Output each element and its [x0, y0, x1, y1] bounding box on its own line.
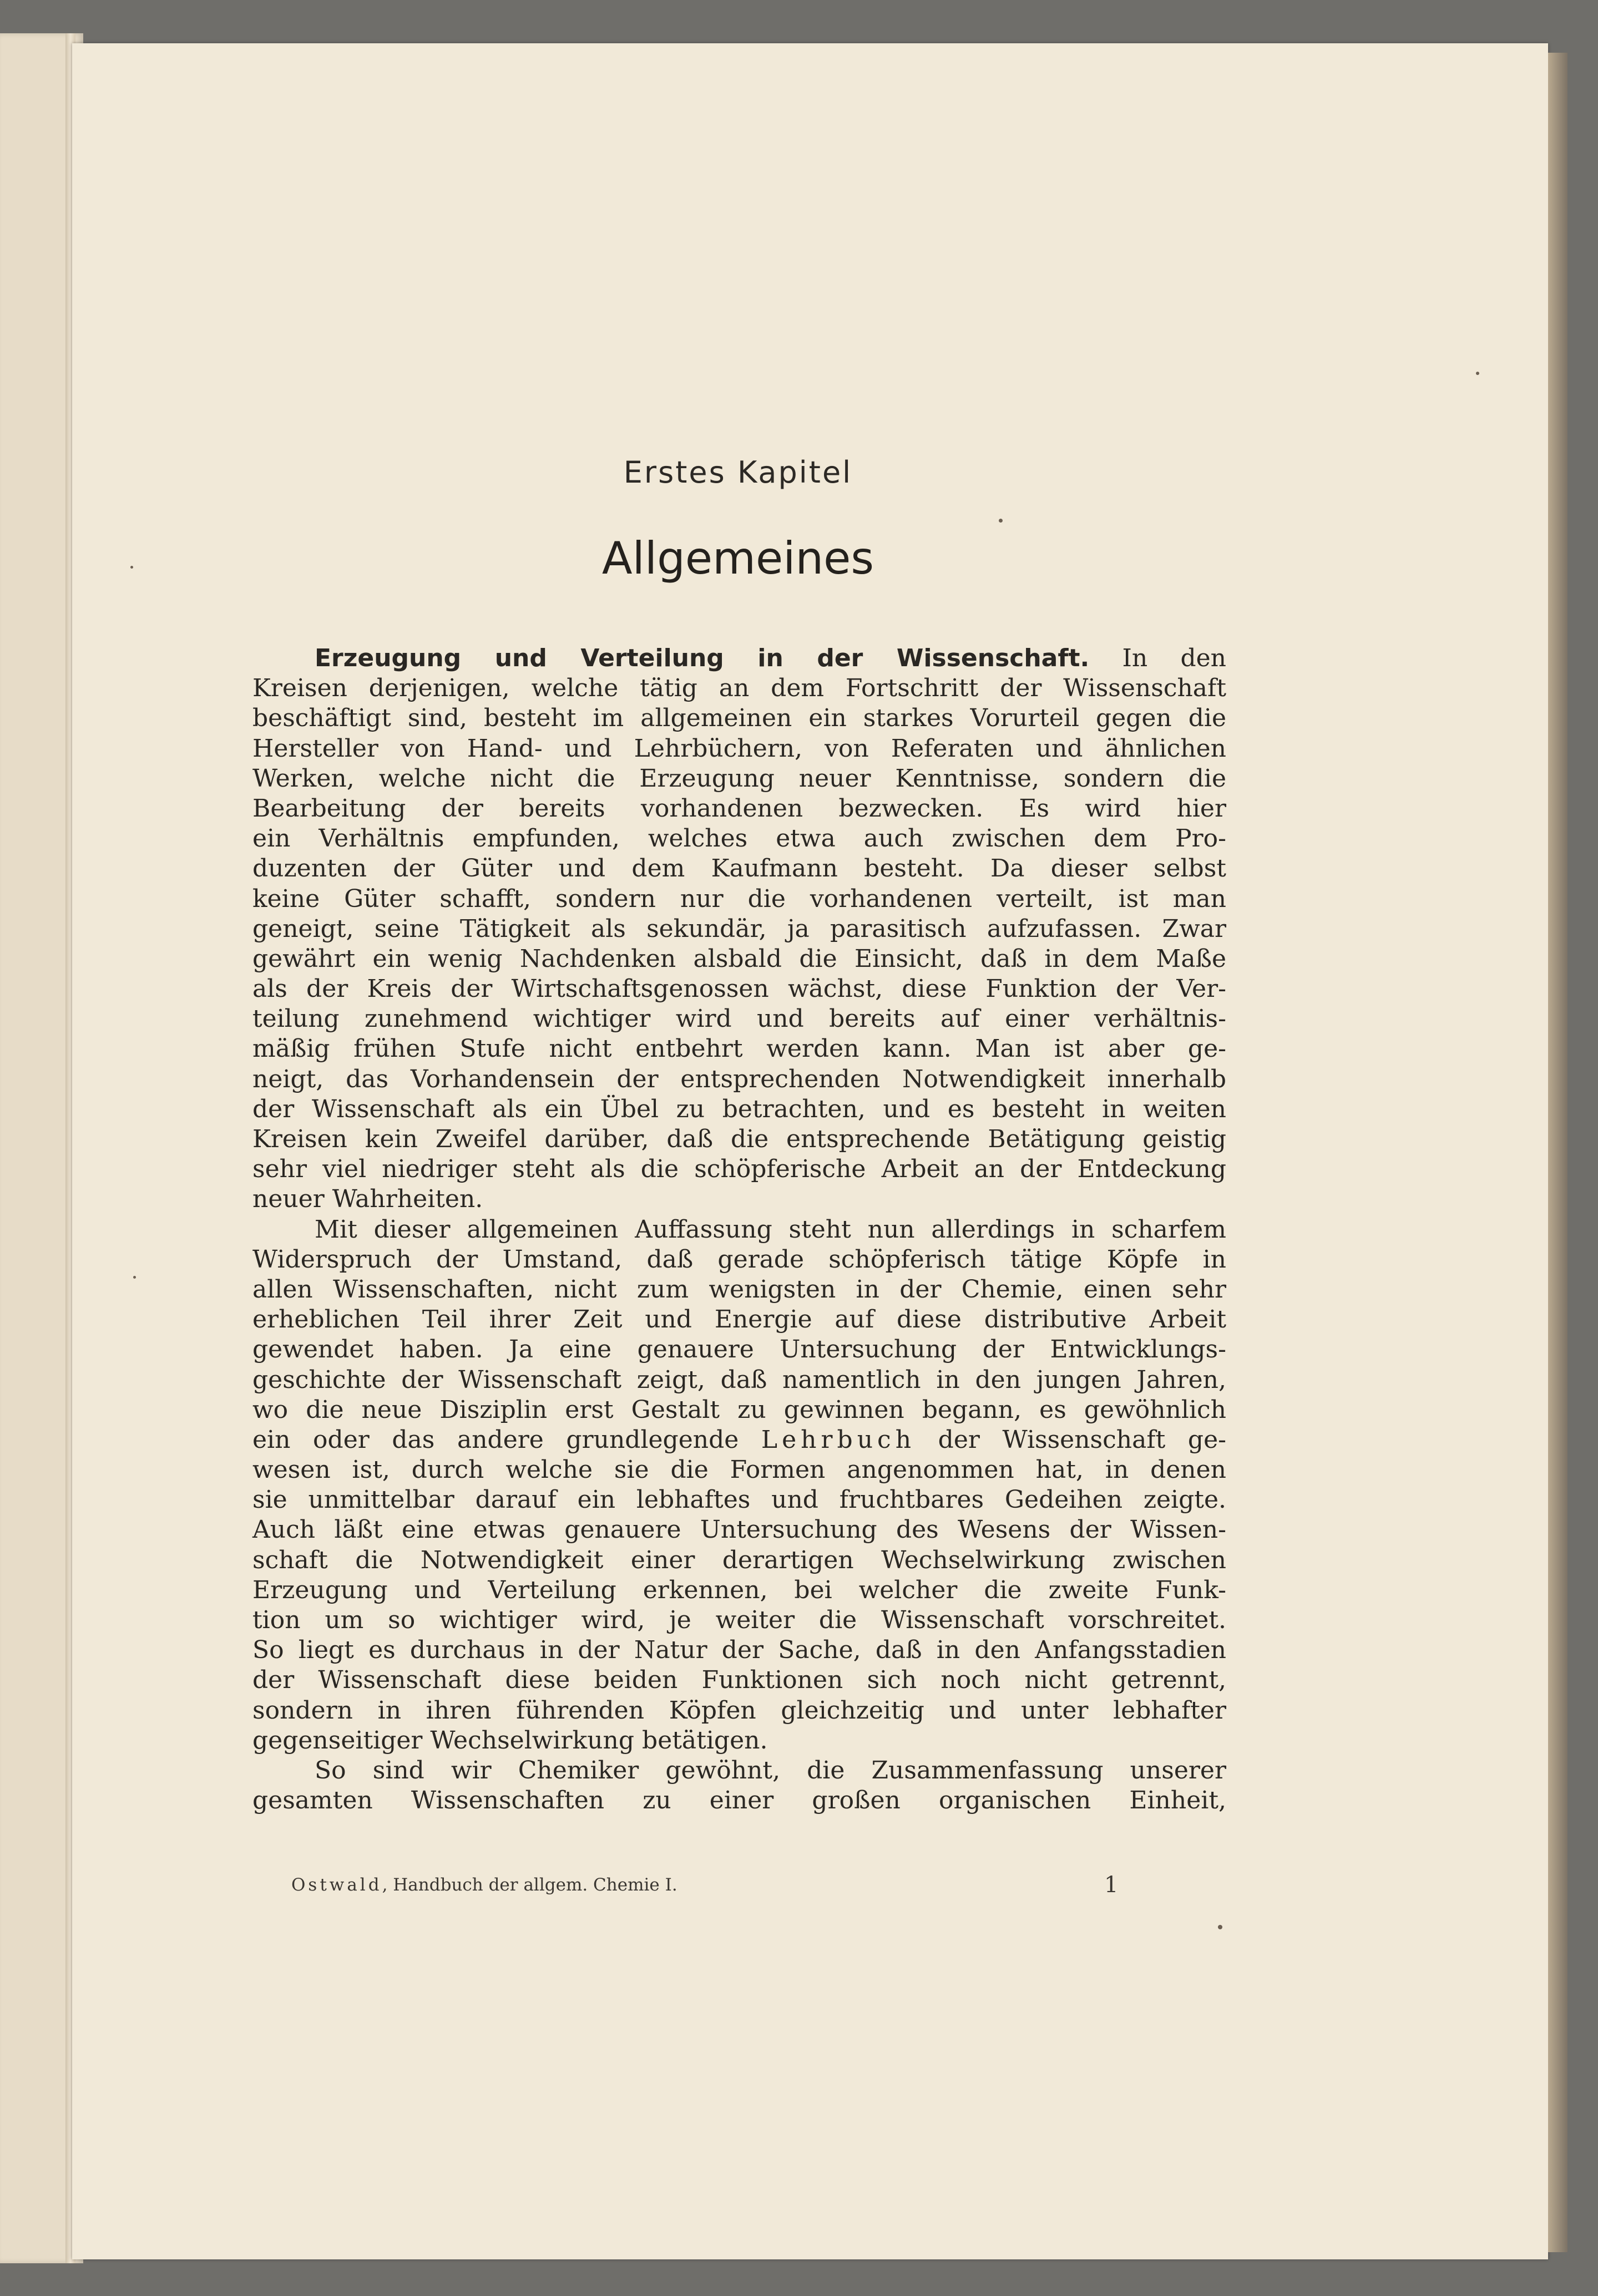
text-line: So sind wir Chemiker gewöhnt, die Zusammenfassung unserer: [315, 1756, 1226, 1785]
footer-author: Ostwald: [291, 1875, 382, 1895]
body-text: [252, 643, 1226, 1816]
chapter-title: Allgemeines: [601, 533, 874, 584]
text-line: tion um so wichtiger wird, je weiter die Wissenschaft vorschreitet.: [252, 1606, 1226, 1634]
text-line: der Wissenschaft diese beiden Funktionen sich noch nicht getrennt,: [252, 1666, 1226, 1695]
text-line: als der Kreis der Wirtschaftsgenossen wächst, diese Funktion der Ver-: [252, 975, 1226, 1003]
paper-speck: [1218, 1925, 1222, 1929]
text-line: der Wissenschaft als ein Übel zu betrachten, und es besteht in weiten: [252, 1094, 1226, 1123]
text-line: Hersteller von Hand- und Lehrbüchern, von Referaten und ähnlichen: [252, 734, 1226, 763]
text-line: neuer Wahrheiten.: [252, 1185, 483, 1214]
text-line: sondern in ihren führenden Köpfen gleichzeitig und unter lebhafter: [252, 1696, 1226, 1725]
text-line: geneigt, seine Tätigkeit als sekundär, ja parasitisch aufzufassen. Zwar: [252, 914, 1226, 943]
text-line: Widerspruch der Umstand, daß gerade schöpferisch tätige Köpfe in: [252, 1245, 1226, 1274]
section-heading: Erzeugung und Verteilung in der Wissenschaft.: [315, 644, 1090, 672]
paper-speck: [130, 566, 133, 569]
text-line: keine Güter schafft, sondern nur die vorhandenen verteilt, ist man: [252, 884, 1226, 913]
text-fragment: ein oder das andere grundlegende: [252, 1425, 739, 1454]
text-line: gegenseitiger Wechselwirkung betätigen.: [252, 1726, 768, 1755]
chapter-label: Erstes Kapitel: [623, 455, 853, 490]
text-line: beschäftigt sind, besteht im allgemeinen ein starkes Vorurteil gegen die: [252, 704, 1226, 733]
text-line: [252, 1425, 1226, 1455]
page-number: 1: [1104, 1872, 1119, 1898]
text-fragment: der Wissenschaft ge-: [938, 1425, 1226, 1454]
text-line: neigt, das Vorhandensein der entsprechenden Notwendigkeit innerhalb: [252, 1065, 1226, 1093]
spaced-word: Lehrbuch: [761, 1425, 916, 1454]
text-line: Erzeugung und Verteilung erkennen, bei welcher die zweite Funk-: [252, 1575, 1226, 1604]
text-line: Werken, welche nicht die Erzeugung neuer Kenntnisse, sondern die: [252, 764, 1226, 793]
paper-speck: [999, 519, 1003, 523]
text-line: erheblichen Teil ihrer Zeit und Energie auf diese distributive Arbeit: [252, 1305, 1226, 1334]
paper-speck: [133, 1276, 136, 1279]
paper-speck: [1476, 372, 1479, 375]
text-line: So liegt es durchaus in der Natur der Sache, daß in den Anfangsstadien: [252, 1636, 1226, 1665]
text-fragment: In den: [1122, 644, 1227, 672]
text-line: wesen ist, durch welche sie die Formen angenommen hat, in denen: [252, 1456, 1226, 1484]
text-line: Mit dieser allgemeinen Auffassung steht nun allerdings in scharfem: [315, 1215, 1226, 1244]
text-line: allen Wissenschaften, nicht zum wenigsten in der Chemie, einen sehr: [252, 1275, 1226, 1304]
text-line: Kreisen kein Zweifel darüber, daß die entsprechende Betätigung geistig: [252, 1125, 1226, 1153]
text-line: duzenten der Güter und dem Kaufmann besteht. Da dieser selbst: [252, 854, 1226, 883]
text-line: geschichte der Wissenschaft zeigt, daß namentlich in den jungen Jahren,: [252, 1365, 1226, 1394]
page-edge-shadow: [1548, 53, 1567, 2252]
text-line: sehr viel niedriger steht als die schöpferische Arbeit an der Entdeckung: [252, 1155, 1226, 1184]
text-line: Bearbeitung der bereits vorhandenen bezwecken. Es wird hier: [252, 794, 1226, 823]
text-line: Kreisen derjenigen, welche tätig an dem Fortschritt der Wissenschaft: [252, 674, 1226, 703]
text-line: gewendet haben. Ja eine genauere Untersuchung der Entwicklungs-: [252, 1335, 1226, 1364]
text-line: mäßig frühen Stufe nicht entbehrt werden kann. Man ist aber ge-: [252, 1035, 1226, 1063]
text-line: schaft die Notwendigkeit einer derartigen Wechselwirkung zwischen: [252, 1545, 1226, 1574]
text-line: gesamten Wissenschaften zu einer großen organischen Einheit,: [252, 1786, 1226, 1815]
text-line: gewährt ein wenig Nachdenken alsbald die Einsicht, daß in dem Maße: [252, 944, 1226, 973]
text-line: ein Verhältnis empfunden, welches etwa auch zwischen dem Pro-: [252, 824, 1226, 853]
text-line: [252, 643, 1226, 673]
text-line: sie unmittelbar darauf ein lebhaftes und fruchtbares Gedeihen zeigte.: [252, 1486, 1226, 1514]
text-line: Auch läßt eine etwas genauere Untersuchung des Wesens der Wissen-: [252, 1516, 1226, 1544]
footer-source: , Handbuch der allgem. Chemie I.: [382, 1875, 677, 1895]
footer-signature: [291, 1875, 1124, 1895]
text-line: wo die neue Disziplin erst Gestalt zu gewinnen begann, es gewöhnlich: [252, 1395, 1226, 1424]
text-line: teilung zunehmend wichtiger wird und bereits auf einer verhältnis-: [252, 1005, 1226, 1033]
